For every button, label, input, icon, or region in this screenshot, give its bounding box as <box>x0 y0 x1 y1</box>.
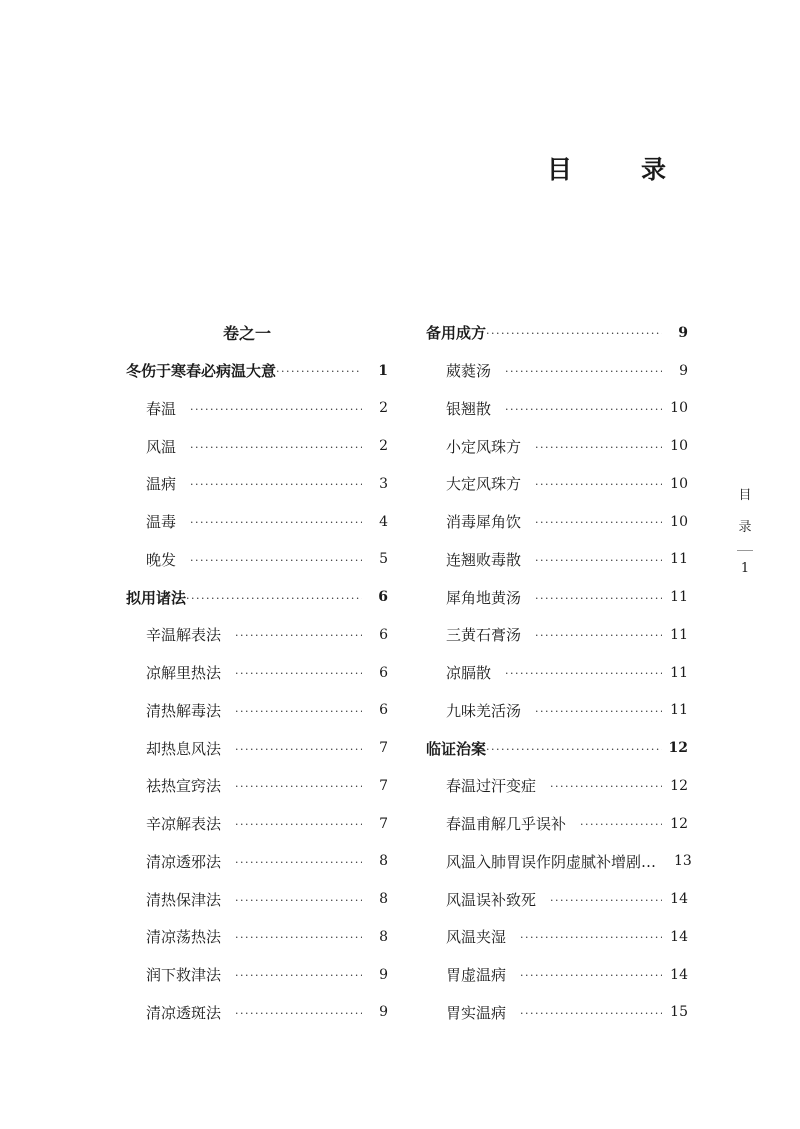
toc-entry-title: 清凉荡热法 <box>146 928 222 947</box>
toc-entry[interactable] <box>126 994 388 1032</box>
toc-page-number: 9 <box>379 966 388 983</box>
toc-page-number: 14 <box>670 891 688 908</box>
toc-page-number: 15 <box>670 1004 688 1021</box>
toc-entry-title: 辛凉解表法 <box>146 815 222 834</box>
dot-leader <box>535 703 662 718</box>
dot-leader <box>235 967 362 982</box>
toc-page-number: 10 <box>670 475 688 492</box>
toc-entry[interactable] <box>126 729 388 767</box>
dot-leader <box>486 741 662 756</box>
toc-page-number: 10 <box>670 513 688 530</box>
toc-entry-title: 银翘散 <box>446 399 492 418</box>
toc-page-number: 7 <box>379 740 388 757</box>
dot-leader <box>535 514 662 529</box>
dot-leader <box>520 967 662 982</box>
toc-entry[interactable] <box>126 616 388 654</box>
toc-entry[interactable] <box>426 880 688 918</box>
toc-page-number: 11 <box>670 702 688 719</box>
toc-entry[interactable] <box>126 805 388 843</box>
toc-entry[interactable] <box>426 767 688 805</box>
dot-leader <box>486 325 662 340</box>
dot-leader <box>186 590 362 605</box>
dot-leader <box>520 1005 662 1020</box>
toc-entry-title: 春温过汗变症 <box>446 777 537 796</box>
toc-entry[interactable] <box>126 390 388 428</box>
dot-leader <box>235 892 362 907</box>
toc-entry[interactable] <box>426 427 688 465</box>
toc-left-column <box>126 314 388 1031</box>
dot-leader <box>190 401 362 416</box>
toc-section-entry[interactable] <box>126 578 388 616</box>
toc-entry[interactable] <box>126 654 388 692</box>
toc-entry-title: 清凉透斑法 <box>146 1003 222 1022</box>
toc-entry-title: 润下救津法 <box>146 966 222 985</box>
side-tab <box>730 484 760 576</box>
toc-page-number: 4 <box>379 513 388 530</box>
toc-entry-title: 拟用诸法 <box>126 588 187 607</box>
dot-leader <box>235 741 362 756</box>
toc-entry-title: 冬伤于寒春必病温大意 <box>126 362 277 381</box>
toc-entry-title: 祛热宣窍法 <box>146 777 222 796</box>
dot-leader <box>190 476 362 491</box>
toc-entry-title: 晚发 <box>146 550 177 569</box>
toc-entry-title: 春温甫解几乎误补 <box>446 815 567 834</box>
dot-leader <box>535 627 662 642</box>
toc-entry[interactable] <box>126 465 388 503</box>
toc-section-entry[interactable] <box>426 729 688 767</box>
toc-page-number: 11 <box>670 626 688 643</box>
toc-page-number: 9 <box>379 1004 388 1021</box>
toc-page-number: 8 <box>379 928 388 945</box>
toc-entry-title: 胃实温病 <box>446 1003 507 1022</box>
toc-entry-title: 风温 <box>146 437 177 456</box>
dot-leader <box>550 778 662 793</box>
side-tab-divider <box>737 550 753 551</box>
dot-leader <box>235 854 362 869</box>
toc-page-number: 5 <box>379 551 388 568</box>
toc-entry[interactable] <box>126 843 388 881</box>
toc-section-entry[interactable] <box>126 352 388 390</box>
dot-leader <box>235 665 362 680</box>
toc-entry[interactable] <box>126 692 388 730</box>
dot-leader <box>235 778 362 793</box>
toc-entry-title: 三黄石膏汤 <box>446 626 522 645</box>
toc-entry-title: 凉膈散 <box>446 664 492 683</box>
toc-entry[interactable] <box>126 767 388 805</box>
toc-page-number: 8 <box>379 853 388 870</box>
toc-page-number: 12 <box>670 815 688 832</box>
toc-page-number: 6 <box>379 664 388 681</box>
dot-leader <box>190 514 362 529</box>
toc-entry-title: 风温入肺胃误作阴虚腻补增剧… <box>446 852 657 871</box>
toc-entry-title: 小定风珠方 <box>446 437 522 456</box>
toc-page-number: 6 <box>379 702 388 719</box>
dot-leader <box>505 363 662 378</box>
toc-entry[interactable] <box>426 541 688 579</box>
toc-entry-title: 清凉透邪法 <box>146 852 222 871</box>
toc-entry-title: 风温误补致死 <box>446 890 537 909</box>
dot-leader <box>550 892 662 907</box>
toc-entry[interactable] <box>426 843 692 881</box>
toc-page-number: 9 <box>678 324 688 341</box>
side-tab-char: 录 <box>738 520 752 535</box>
toc-entry-title: 葳蕤汤 <box>446 362 492 381</box>
toc-page-number: 3 <box>379 475 388 492</box>
toc-page-number: 11 <box>670 664 688 681</box>
toc-page-number: 13 <box>674 853 692 870</box>
toc-entry[interactable] <box>126 956 388 994</box>
dot-leader <box>580 816 662 831</box>
toc-page-number: 12 <box>670 777 688 794</box>
toc-page-number: 12 <box>668 740 688 757</box>
toc-entry[interactable] <box>126 918 388 956</box>
toc-entry[interactable] <box>126 503 388 541</box>
dot-leader <box>505 665 662 680</box>
toc-page-number: 8 <box>379 891 388 908</box>
toc-entry-title: 却热息风法 <box>146 739 222 758</box>
toc-entry[interactable] <box>426 616 688 654</box>
toc-page-number: 7 <box>379 815 388 832</box>
toc-right-column <box>426 314 692 1031</box>
toc-entry[interactable] <box>426 578 688 616</box>
toc-entry-title: 风温夹湿 <box>446 928 507 947</box>
toc-entry[interactable] <box>426 352 688 390</box>
dot-leader <box>505 401 662 416</box>
toc-entry[interactable] <box>426 805 688 843</box>
side-tab-char: 目 <box>738 488 752 503</box>
toc-entry[interactable] <box>426 994 688 1032</box>
toc-entry[interactable] <box>426 654 688 692</box>
toc-entry-title: 九味羌活汤 <box>446 701 522 720</box>
toc-entry-title: 清热解毒法 <box>146 701 222 720</box>
toc-page-number: 10 <box>670 400 688 417</box>
toc-page-number: 2 <box>379 400 388 417</box>
dot-leader <box>235 703 362 718</box>
toc-entry-title: 临证治案 <box>426 739 487 758</box>
dot-leader <box>535 590 662 605</box>
dot-leader <box>520 929 662 944</box>
toc-entry[interactable] <box>126 541 388 579</box>
dot-leader <box>535 476 662 491</box>
dot-leader <box>235 816 362 831</box>
toc-entry-title: 大定风珠方 <box>446 475 522 494</box>
page-number: 1 <box>740 561 750 576</box>
toc-entry-title: 凉解里热法 <box>146 664 222 683</box>
toc-entry-title: 胃虚温病 <box>446 966 507 985</box>
dot-leader <box>235 1005 362 1020</box>
toc-page-number: 7 <box>379 777 388 794</box>
toc-entry[interactable] <box>426 503 688 541</box>
toc-page-number: 14 <box>670 966 688 983</box>
toc-entry-title: 辛温解表法 <box>146 626 222 645</box>
toc-entry[interactable] <box>426 390 688 428</box>
toc-entry-title: 温病 <box>146 475 177 494</box>
toc-entry[interactable] <box>126 427 388 465</box>
dot-leader <box>535 439 662 454</box>
toc-page-number: 9 <box>679 362 688 379</box>
toc-entry-title: 清热保津法 <box>146 890 222 909</box>
dot-leader <box>190 552 362 567</box>
toc-page-number: 6 <box>378 589 388 606</box>
toc-page-number: 1 <box>378 362 388 379</box>
toc-entry[interactable] <box>426 956 688 994</box>
toc-entry-title: 春温 <box>146 399 177 418</box>
toc-entry-title: 连翘败毒散 <box>446 550 522 569</box>
toc-page-number: 11 <box>670 589 688 606</box>
toc-entry-title: 消毒犀角饮 <box>446 513 522 532</box>
toc-page-number: 10 <box>670 438 688 455</box>
toc-page-number: 11 <box>670 551 688 568</box>
toc-entry-title: 犀角地黄汤 <box>446 588 522 607</box>
dot-leader <box>276 363 362 378</box>
toc-entry[interactable] <box>126 880 388 918</box>
dot-leader <box>190 439 362 454</box>
toc-section-entry[interactable] <box>426 314 688 352</box>
toc-page-number: 6 <box>379 626 388 643</box>
toc-entry[interactable] <box>426 918 688 956</box>
toc-page-number: 2 <box>379 438 388 455</box>
toc-page-number: 14 <box>670 928 688 945</box>
dot-leader <box>235 627 362 642</box>
toc-entry-title: 备用成方 <box>426 324 487 343</box>
toc-entry[interactable] <box>426 465 688 503</box>
page-title: 目 录 <box>546 155 688 184</box>
dot-leader <box>235 929 362 944</box>
toc-entry-title: 温毒 <box>146 513 177 532</box>
dot-leader <box>535 552 662 567</box>
toc-volume-heading: 卷之一 <box>222 324 271 344</box>
toc-entry[interactable] <box>426 692 688 730</box>
